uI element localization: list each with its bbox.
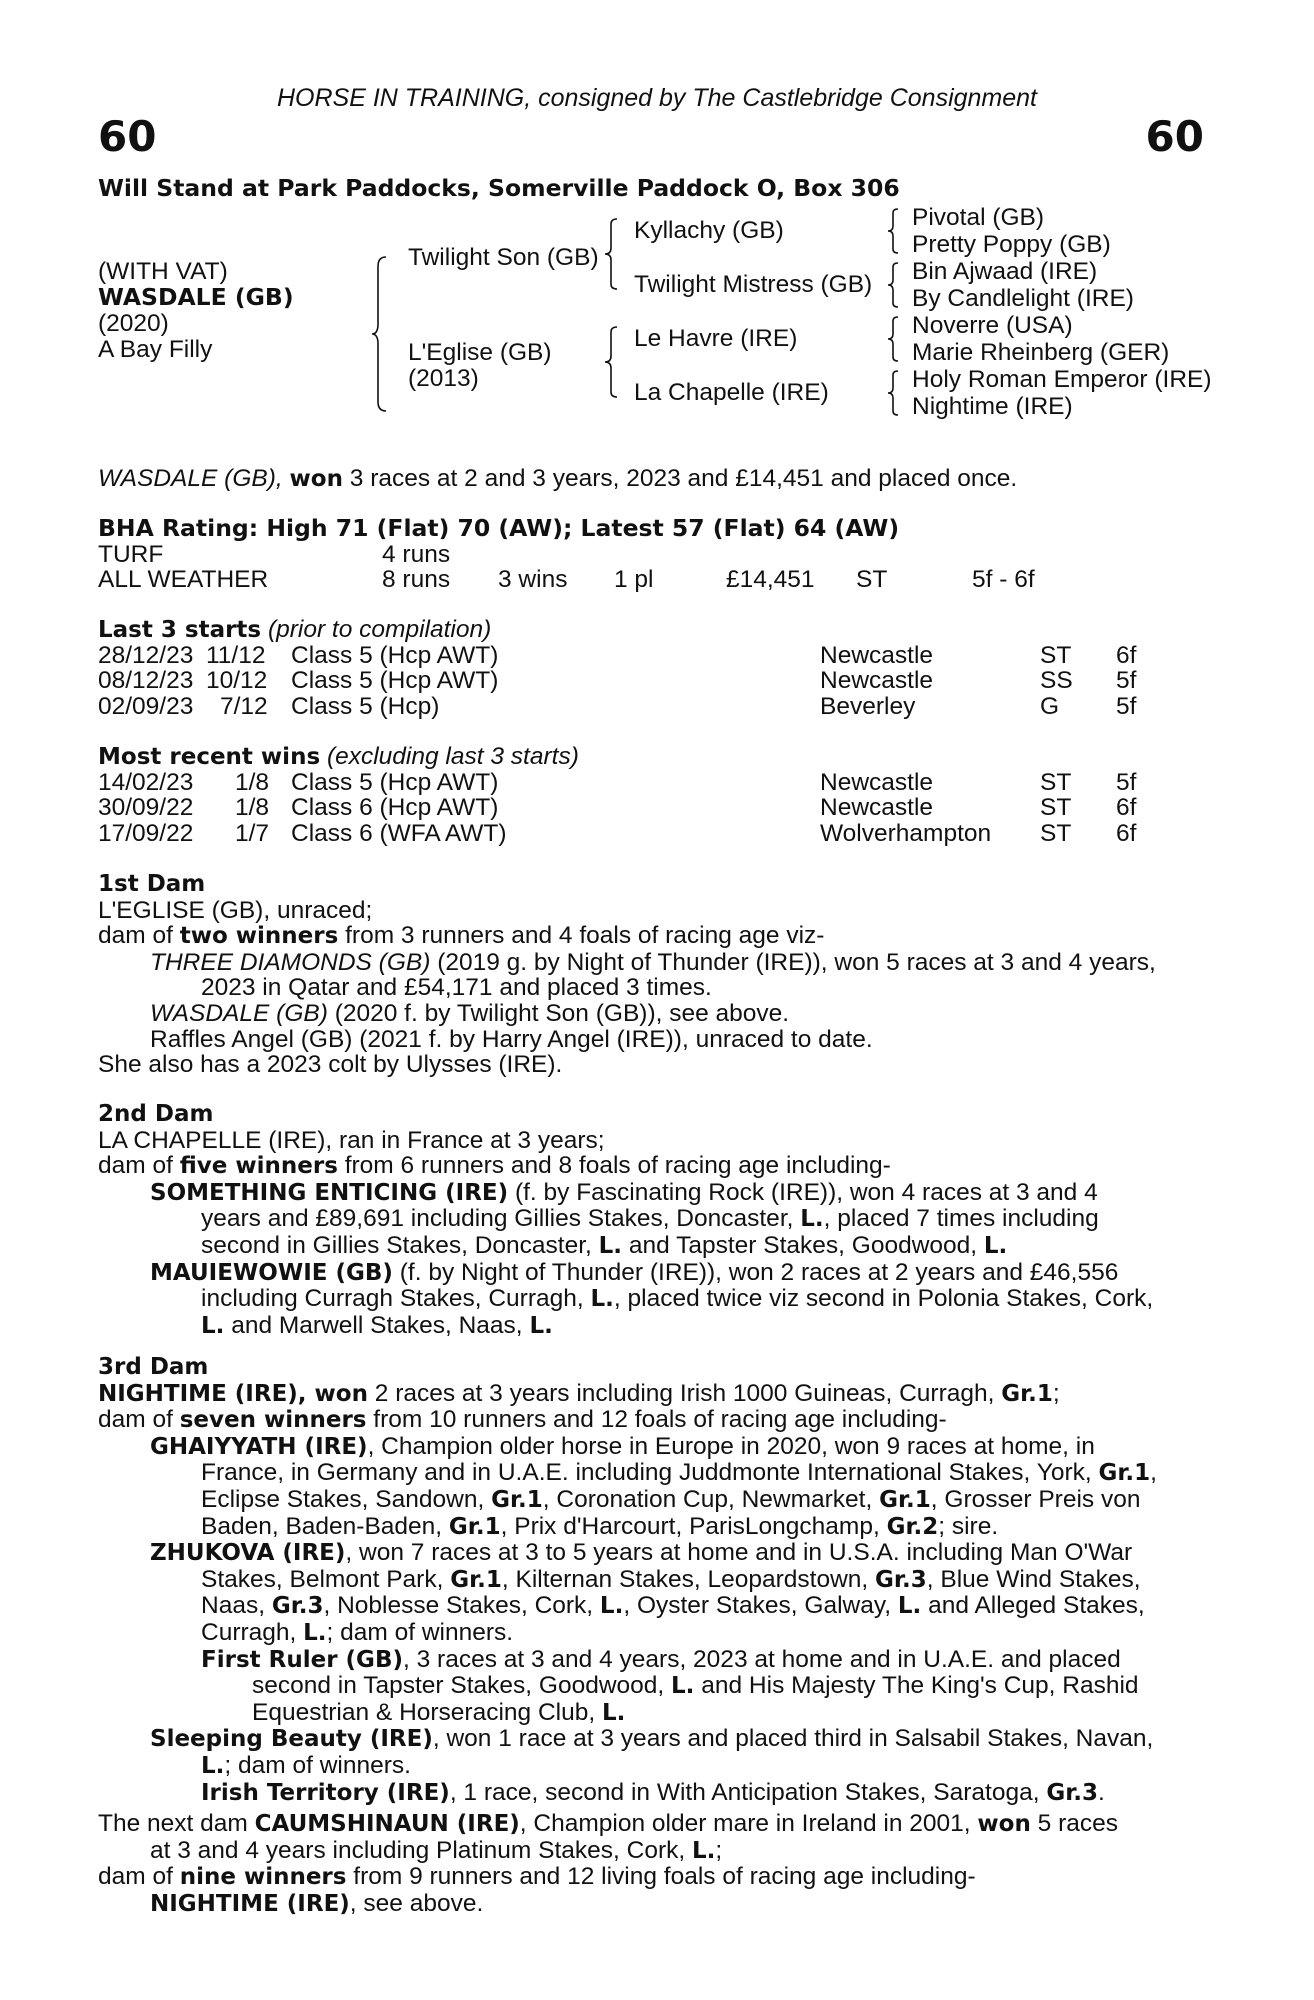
rating-row-turf [98,542,1218,568]
pedigree-bracket-main [372,256,392,412]
catalogue-title: HORSE IN TRAINING, consigned by The Castlebridge Consignment [276,84,1038,112]
start-row: 08/12/23 10/12 Class 5 (Hcp AWT) Newcastle SS 5f [98,667,1137,695]
horse-name: WASDALE (GB) [98,283,294,311]
produce-entry: GHAIYYATH (IRE), Champion older horse in Europe in 2020, won 9 races at home, in [150,1432,1095,1460]
win-row: 30/09/22 1/8 Class 6 (Hcp AWT) Newcastle ST 6f [98,794,1137,822]
race-summary [98,466,1017,493]
first-dam-line: L'EGLISE (GB), unraced; [98,896,373,924]
summary-text: 3 races at 2 and 3 years, 2023 and £14,451 and placed once. [349,465,1018,492]
rating-heading: BHA Rating: High 71 (Flat) 70 (AW); Latest 57 (Flat) 64 (AW) [98,514,900,542]
start-row: 02/09/23 7/12 Class 5 (Hcp) Beverley G 5f [98,692,1137,720]
pedigree-dam-dam: La Chapelle (IRE) [634,379,829,406]
rating-prize: £14,451 [726,566,815,594]
third-dam-heading: 3rd Dam [98,1354,209,1380]
third-dam-section: 3rd Dam NIGHTIME (IRE), won 2 races at 3 years including Irish 1000 Guineas, Curragh, Gr.1; dam of seven winners from 10 runners and 12 foals of racing age including- GHAIYYATH (IRE), Champion older horse in Europe in 2020, won 9 races at home, in France, in Germany and in U.A.E. including Juddmonte International Stakes, York, Gr.1, Eclipse Stakes, Sandown, Gr.1, Coronation Cup, Newmarket, Gr.1, Grosser Preis von Baden, Baden-Baden, Gr.1, Prix d'Harcourt, ParisLongchamp, Gr.2; sire. ZHUKOVA (IRE), won 7 races at 3 to 5 years at home and in U.S.A. including Man O'War Stakes, Belmont Park, Gr.1, Kilternan Stakes, Leopardstown, Gr.3, Blue Wind Stakes, Naas, Gr.3, Noblesse Stakes, Cork, L., Oyster Stakes, Galway, L. and Alleged Stakes, Curragh, L.; dam of winners. First Ruler (GB), 3 races at 3 and 4 years, 2023 at home and in U.A.E. and placed second in Tapster Stakes, Goodwood, L. and His Majesty The King's Cup, Rashid Equestrian & Horseracing Club, L. Sleeping Beauty (IRE), won 1 race at 3 years and placed third in Salsabil Stakes, Navan, L.; dam of winners. Irish Territory (IRE), 1 race, second in With Anticipation Stakes, Saratoga, Gr.3. [98,1354,1218,1806]
pedigree-sire: Twilight Son (GB) [408,244,599,271]
rating-section [98,516,1218,593]
horse-description: A Bay Filly [98,336,213,363]
rating-runs: 4 runs [382,540,451,568]
last-starts-heading: Last 3 starts [98,617,262,643]
pedigree-ddd: Nightime (IRE) [912,393,1073,420]
last-starts-section [98,617,1218,719]
recent-wins-note: (excluding last 3 starts) [326,743,579,770]
pedigree-bracket-ss [886,208,902,254]
pedigree-ssd: Pretty Poppy (GB) [912,231,1111,258]
produce-entry: WASDALE (GB) (2020 f. by Twilight Son (GB)), see above. [150,999,790,1027]
pedigree-bracket-ds [886,316,902,362]
vat-note: (WITH VAT) [98,258,228,285]
pedigree-sire-sire: Kyllachy (GB) [634,217,784,244]
pedigree-sss: Pivotal (GB) [912,204,1045,231]
produce-entry: THREE DIAMONDS (GB) (2019 g. by Night of Thunder (IRE)), won 5 races at 3 and 4 years, [150,948,1156,976]
pedigree-bracket-sd [886,262,902,308]
rating-going: ST [856,566,888,594]
rating-row-aw [98,567,1218,593]
pedigree-dam: L'Eglise (GB) [408,339,552,366]
last-starts-note: (prior to compilation) [267,616,492,643]
produce-entry: Sleeping Beauty (IRE), won 1 race at 3 years and placed third in Salsabil Stakes, Navan, [150,1725,1154,1753]
rating-distance: 5f - 6f [972,566,1035,594]
start-row: 28/12/23 11/12 Class 5 (Hcp AWT) Newcastle ST 6f [98,641,1137,669]
second-dam-heading: 2nd Dam [98,1101,214,1127]
pedigree-sds: Bin Ajwaad (IRE) [912,258,1098,285]
pedigree-sdd: By Candlelight (IRE) [912,285,1134,312]
pedigree-dds: Holy Roman Emperor (IRE) [912,366,1212,393]
produce-entry: First Ruler (GB), 3 races at 3 and 4 years, 2023 at home and in U.A.E. and placed [201,1645,1121,1673]
summary-won: won [289,466,343,492]
recent-wins-section [98,744,1218,846]
produce-entry: Raffles Angel (GB) (2021 f. by Harry Angel (IRE)), unraced to date. [150,1025,873,1053]
next-dam-section: The next dam CAUMSHINAUN (IRE), Champion older mare in Ireland in 2001, won 5 races at 3 and 4 years including Platinum Stakes, Cork, L.; dam of nine winners from 9 runners and 12 living foals of racing age including- NIGHTIME (IRE), see above. [98,1810,1118,1917]
pedigree-dsd: Marie Rheinberg (GER) [912,339,1170,366]
pedigree-dss: Noverre (USA) [912,312,1073,339]
rating-wins: 3 wins [498,566,568,594]
rating-placed: 1 pl [614,566,654,594]
lot-number-left: 60 [98,112,157,161]
rating-surface: ALL WEATHER [98,566,269,594]
stand-location: Will Stand at Park Paddocks, Somerville Paddock O, Box 306 [98,174,900,202]
first-dam-heading: 1st Dam [98,871,206,897]
summary-horse-name: WASDALE (GB), [98,465,283,492]
rating-surface: TURF [98,540,164,568]
recent-wins-heading: Most recent wins [98,744,321,770]
pedigree-bracket-dd [886,370,902,416]
pedigree-dam-year: (2013) [408,365,479,392]
win-row: 17/09/22 1/7 Class 6 (WFA AWT) Wolverhampton ST 6f [98,819,1137,847]
lot-number-right: 60 [1145,112,1204,161]
pedigree-dam-sire: Le Havre (IRE) [634,325,798,352]
produce-entry: Irish Territory (IRE), 1 race, second in With Anticipation Stakes, Saratoga, Gr.3. [201,1778,1105,1806]
rating-runs: 8 runs [382,566,451,594]
pedigree-bracket-dam [603,326,623,398]
horse-year: (2020) [98,310,169,337]
produce-entry: SOMETHING ENTICING (IRE) (f. by Fascinating Rock (IRE)), won 4 races at 3 and 4 [150,1178,1098,1206]
first-dam-section: 1st Dam L'EGLISE (GB), unraced; dam of two winners from 3 runners and 4 foals of racing age viz- THREE DIAMONDS (GB) (2019 g. by Night of Thunder (IRE)), won 5 races at 3 and 4 years, 2023 in Qatar and £54,171 and placed 3 times. WASDALE (GB) (2020 f. by Twilight Son (GB)), see above. Raffles Angel (GB) (2021 f. by Harry Angel (IRE)), unraced to date. She also has a 2023 colt by Ulysses (IRE). [98,871,1218,1078]
produce-entry: MAUIEWOWIE (GB) (f. by Night of Thunder (IRE)), won 2 races at 2 years and £46,556 [150,1258,1119,1286]
second-dam-section: 2nd Dam LA CHAPELLE (IRE), ran in France at 3 years; dam of five winners from 6 runners and 8 foals of racing age including- SOMETHING ENTICING (IRE) (f. by Fascinating Rock (IRE)), won 4 races at 3 and 4 years and £89,691 including Gillies Stakes, Doncaster, L., placed 7 times including second in Gillies Stakes, Doncaster, L. and Tapster Stakes, Goodwood, L. MAUIEWOWIE (GB) (f. by Night of Thunder (IRE)), won 2 races at 2 years and £46,556 including Curragh Stakes, Curragh, L., placed twice viz second in Polonia Stakes, Cork, L. and Marwell Stakes, Naas, L. [98,1101,1218,1339]
pedigree-bracket-sire [603,218,623,290]
produce-entry: ZHUKOVA (IRE), won 7 races at 3 to 5 years at home and in U.S.A. including Man O'War [150,1539,1133,1567]
pedigree-sire-dam: Twilight Mistress (GB) [634,271,873,298]
win-row: 14/02/23 1/8 Class 5 (Hcp AWT) Newcastle ST 5f [98,768,1137,796]
